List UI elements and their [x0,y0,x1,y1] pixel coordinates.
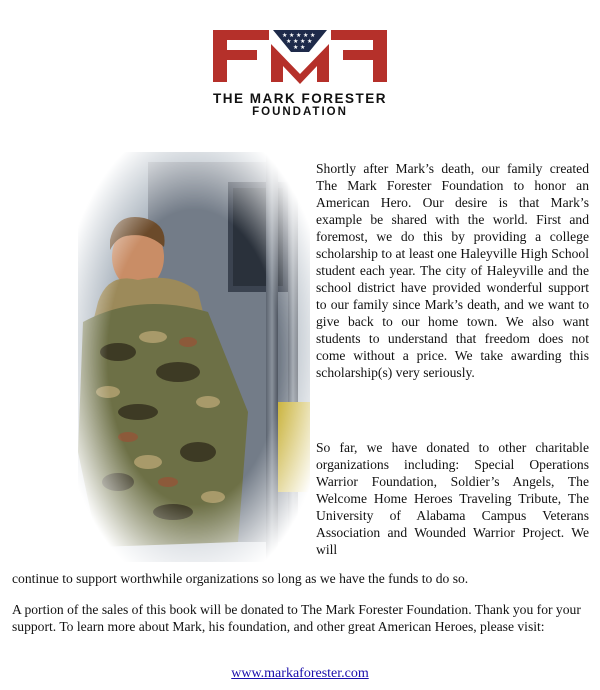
svg-text:★: ★ [300,44,306,51]
intro-paragraph: Shortly after Mark’s death, our family created The Mark Forester Foundation to honor an American Hero. Our desire is that Mark’s example be shared with the world. First and foremost, we do this by providing a college scholarship to at least one Haleyville High School student each year. The city of Haleyville and the school district have provided wonderful support to our family since Mark’s death, and we want to give back to our home town. We also want students to understand that freedom does not come without a price. We take awarding this scholarship(s) very seriously. [316,161,589,380]
svg-text:★: ★ [282,32,288,39]
logo-title: THE MARK FORESTER [213,91,387,106]
svg-text:★: ★ [293,44,299,51]
portrait-photo [78,152,310,562]
svg-text:★: ★ [303,32,309,39]
svg-text:★: ★ [289,32,295,39]
donations-paragraph-continued: continue to support worthwhile organizations so long as we have the funds to do so. [12,571,469,586]
svg-text:★: ★ [286,38,292,45]
donations-paragraph: So far, we have donated to other charitable organizations including: Special Operations Warrior Foundation, Soldier’s Angels, The Welcome Home Heroes Traveling Tribute, The University of Alabama Campus Veterans Association and Wounded Warrior Project. We will [316,440,589,557]
logo-subtitle: FOUNDATION [252,106,348,118]
website-link[interactable]: www.markaforester.com [231,666,369,681]
svg-text:★: ★ [307,38,313,45]
svg-text:★: ★ [310,32,316,39]
svg-text:★: ★ [296,32,302,39]
closing-paragraph: A portion of the sales of this book will be donated to The Mark Forester Foundation. Thank you for your support. To learn more about Mark, his foundation, and other great American Heroes, please visit: [12,602,581,634]
svg-text:★: ★ [300,38,306,45]
svg-text:★: ★ [293,38,299,45]
